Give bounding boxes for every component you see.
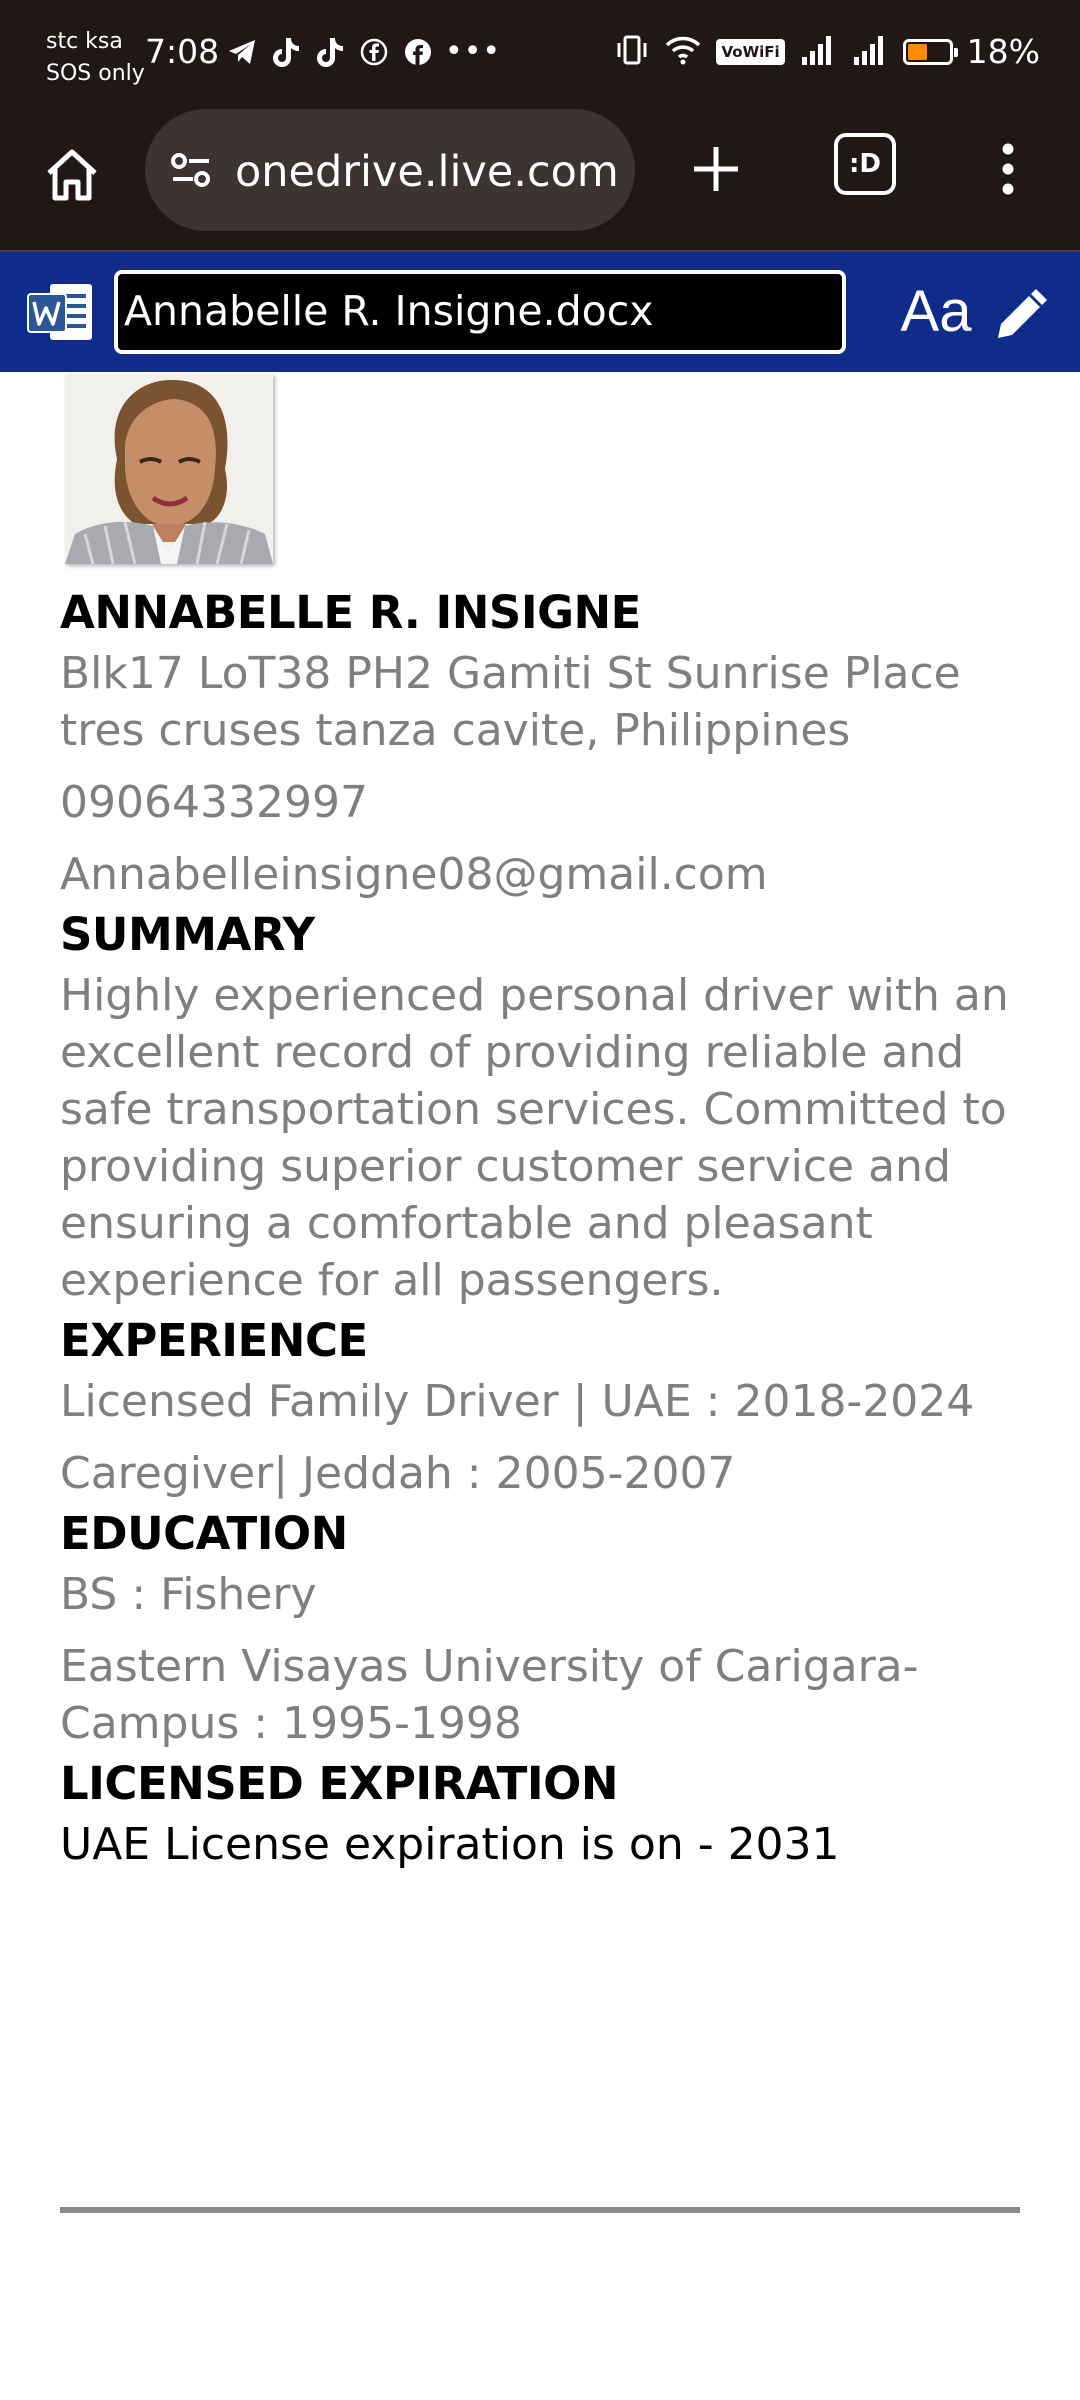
tiktok-icon-2 [313,35,347,69]
document-title[interactable]: Annabelle R. Insigne.docx [124,287,654,335]
text-size-button[interactable]: Aa [900,279,972,344]
license-heading: LICENSED EXPIRATION [60,1757,619,1810]
carrier-info [46,26,145,90]
summary-text: Highly experienced personal driver with an excellent record of providing reliable and safe transportation services. Committed to providing superior customer service and ensuring a comfortable and pleasant experience for all passengers. [60,970,1009,1306]
battery-percentage: 18% [966,32,1040,71]
address-bar[interactable] [145,109,635,231]
wifi-icon [664,33,702,71]
word-app-bar [0,252,1080,372]
new-tab-button[interactable] [680,133,752,205]
experience-item: Licensed Family Driver | UAE : 2018-2024 [60,1376,975,1427]
email-address: Annabelleinsigne08@gmail.com [60,849,768,900]
phone-number: 09064332997 [60,777,368,828]
education-heading: EDUCATION [60,1507,348,1560]
profile-photo [65,374,273,564]
document-title-field[interactable] [114,270,846,354]
vibrate-icon [614,32,650,72]
pencil-icon [992,282,1054,344]
signal-icon-2 [851,33,889,71]
battery-icon [903,39,953,65]
status-time: 7:08 [145,32,220,71]
carrier-status: SOS only [46,61,145,86]
browser-toolbar [0,105,1080,252]
vowifi-badge: VoWiFi [716,39,784,65]
telegram-icon [225,35,259,69]
status-bar [0,0,1080,105]
summary-heading: SUMMARY [60,908,315,961]
home-icon [43,146,101,204]
education-item: Eastern Visayas University of Carigara-Campus : 1995-1998 [60,1641,919,1749]
license-expiration: UAE License expiration is on - 2031 [60,1819,840,1870]
site-settings-icon[interactable] [169,149,213,193]
more-notifications-icon: ••• [445,34,502,69]
carrier-name: stc ksa [46,29,123,54]
url-text[interactable]: onedrive.live.com [235,147,619,197]
experience-heading: EXPERIENCE [60,1314,368,1367]
word-logo-icon[interactable] [26,280,94,344]
tab-switcher-button[interactable]: :D [834,133,896,195]
plus-icon [690,143,742,195]
facebook-lite-icon [357,35,391,69]
home-button[interactable] [36,139,108,211]
signal-icon [799,33,837,71]
system-icons [614,30,1040,74]
facebook-icon [401,35,435,69]
page-divider [60,2207,1020,2213]
address: Blk17 LoT38 PH2 Gamiti St Sunrise Place tres cruses tanza cavite, Philippines [60,648,961,756]
education-item: BS : Fishery [60,1569,317,1620]
battery-level [908,44,927,60]
candidate-name: ANNABELLE R. INSIGNE [60,586,641,639]
more-vert-icon [998,141,1018,197]
document-body [60,585,1020,1873]
notification-icons [225,34,501,70]
browser-menu-button[interactable] [972,133,1044,205]
edit-button[interactable] [988,278,1058,348]
tiktok-icon [269,35,303,69]
experience-item: Caregiver| Jeddah : 2005-2007 [60,1448,736,1499]
